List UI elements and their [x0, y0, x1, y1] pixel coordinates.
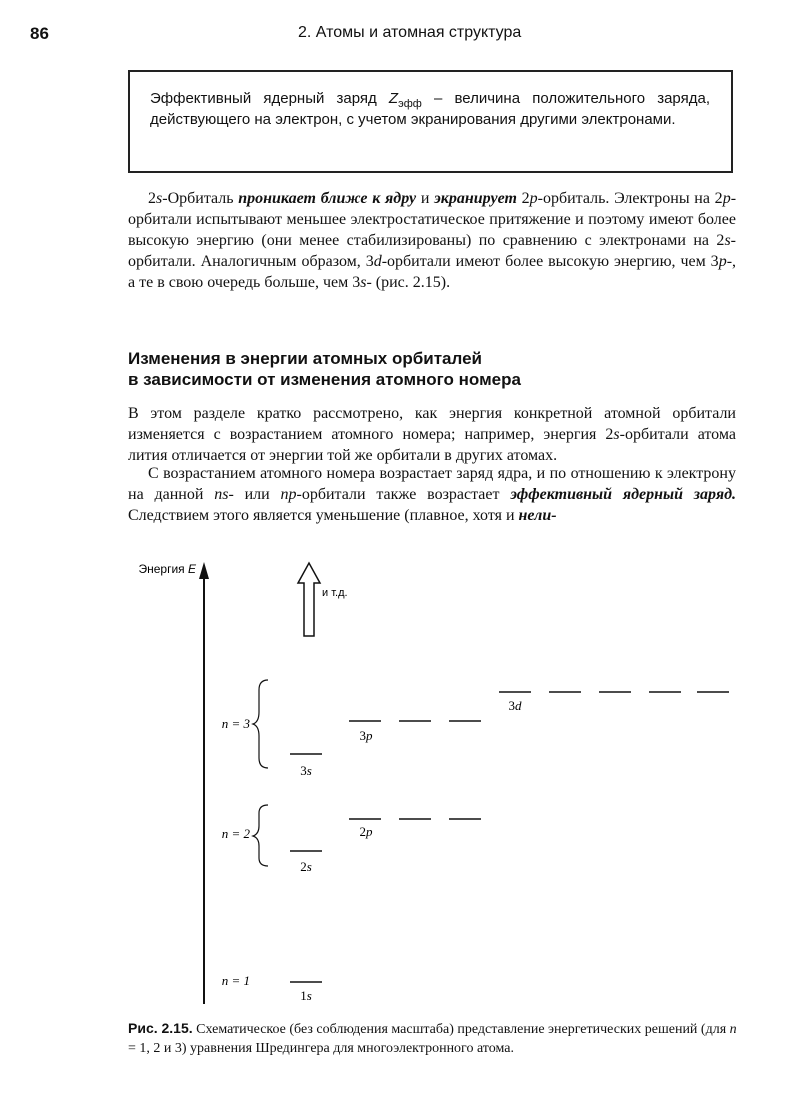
text-run: n [729, 1022, 737, 1037]
text-run: 2 [516, 190, 530, 207]
shell-label-n2: n = 2 [221, 826, 250, 841]
level-label-3d: 3d [508, 698, 522, 713]
definition-text-start: Эффективный ядерный заряд [150, 90, 389, 107]
text-run: проникает ближе к ядру [238, 190, 417, 207]
level-label-3p: 3p [359, 728, 373, 743]
text-run: p [529, 190, 538, 207]
text-run: s [156, 190, 163, 207]
text-run: s [724, 232, 731, 249]
continuation-arrow-icon [298, 563, 320, 636]
text-run: -орбитали имеют более высокую энергию, чем 3 [381, 253, 719, 270]
text-run: p [718, 253, 727, 270]
text-run: s [613, 426, 620, 443]
text-run: 2 [148, 190, 156, 207]
text-run: -орбитали атома лития отличается от энергии той же орбитали в других атомах. [128, 426, 736, 464]
running-title: 2. Атомы и атомная структура [298, 24, 522, 41]
text-run: -Орбиталь [162, 190, 239, 207]
level-group-1s [290, 982, 322, 1003]
text-run: - (рис. 2.15). [366, 274, 451, 291]
text-run: -орбитали. Аналогичным образом, 3 [128, 232, 736, 270]
text-run: -орбитали испытывают меньшее электростатическое притяжение и поэтому имеют более высокую энергию (они менее стабилизированы) по сравнению с электронами на 2 [128, 190, 737, 249]
text-run: - или [228, 486, 281, 503]
text-run: p [722, 190, 731, 207]
text-run: эффективный ядерный заряд. [510, 486, 737, 503]
text-run: -орбитали также возрастает [296, 486, 511, 503]
text-run: d [373, 253, 382, 270]
level-group-3s [290, 754, 322, 778]
level-group-3d [499, 692, 729, 713]
level-label-2s: 2s [300, 859, 312, 874]
text-run: = 1, 2 и 3) уравнения Шредингера для многоэлектронного атома. [128, 1041, 514, 1056]
level-group-2p [349, 819, 481, 839]
text-run: С возрастанием атомного номера возрастает заряд ядра, и по отношению к электрону на данной [128, 465, 736, 503]
z-subscript: эфф [398, 98, 422, 110]
section-heading-line-2: в зависимости от изменения атомного номера [128, 370, 521, 389]
shell-brace-n3 [253, 680, 268, 768]
figure-caption [128, 1019, 738, 1058]
text-run: и [416, 190, 435, 207]
shell-brace-n2 [253, 805, 268, 866]
page-number: 86 [30, 24, 49, 43]
level-label-1s: 1s [300, 988, 312, 1003]
level-group-2s [290, 851, 322, 874]
figure-caption-label: Рис. 2.15. [128, 1020, 193, 1036]
level-group-3p [349, 721, 481, 743]
definition-text-end: – величина положительного заряда, действующего на электрон, с учетом экранирования другими электронами. [150, 90, 710, 128]
text-run: np [280, 486, 297, 503]
section-heading-line-1: Изменения в энергии атомных орбиталей [128, 349, 482, 368]
text-run: Следствием этого является уменьшение (плавное, хотя и [128, 507, 519, 524]
text-run: В этом разделе кратко рассмотрено, как энергия конкретной атомной орбитали изменяется с возрастанием атомного номера; например, энергия 2 [128, 405, 736, 443]
text-run: -, а те в свою очередь больше, чем 3 [128, 253, 737, 291]
level-label-2p: 2p [359, 824, 373, 839]
text-run: s [360, 274, 367, 291]
continuation-label: и т.д. [322, 587, 348, 599]
text-run: нели- [518, 507, 557, 524]
level-label-3s: 3s [300, 763, 312, 778]
text-run: -орбиталь. Электроны на 2 [537, 190, 723, 207]
shell-label-n3: n = 3 [221, 716, 250, 731]
text-run: экранирует [434, 190, 517, 207]
z-symbol: Z [388, 90, 399, 107]
shell-label-n1: n = 1 [221, 973, 250, 988]
energy-axis-label: Энергия E [138, 562, 196, 576]
energy-axis-arrowhead [199, 562, 209, 579]
text-run: Схематическое (без соблюдения масштаба) представление энергетических решений (для [192, 1022, 730, 1037]
caption-runs [128, 1022, 737, 1056]
text-run: ns [214, 486, 229, 503]
